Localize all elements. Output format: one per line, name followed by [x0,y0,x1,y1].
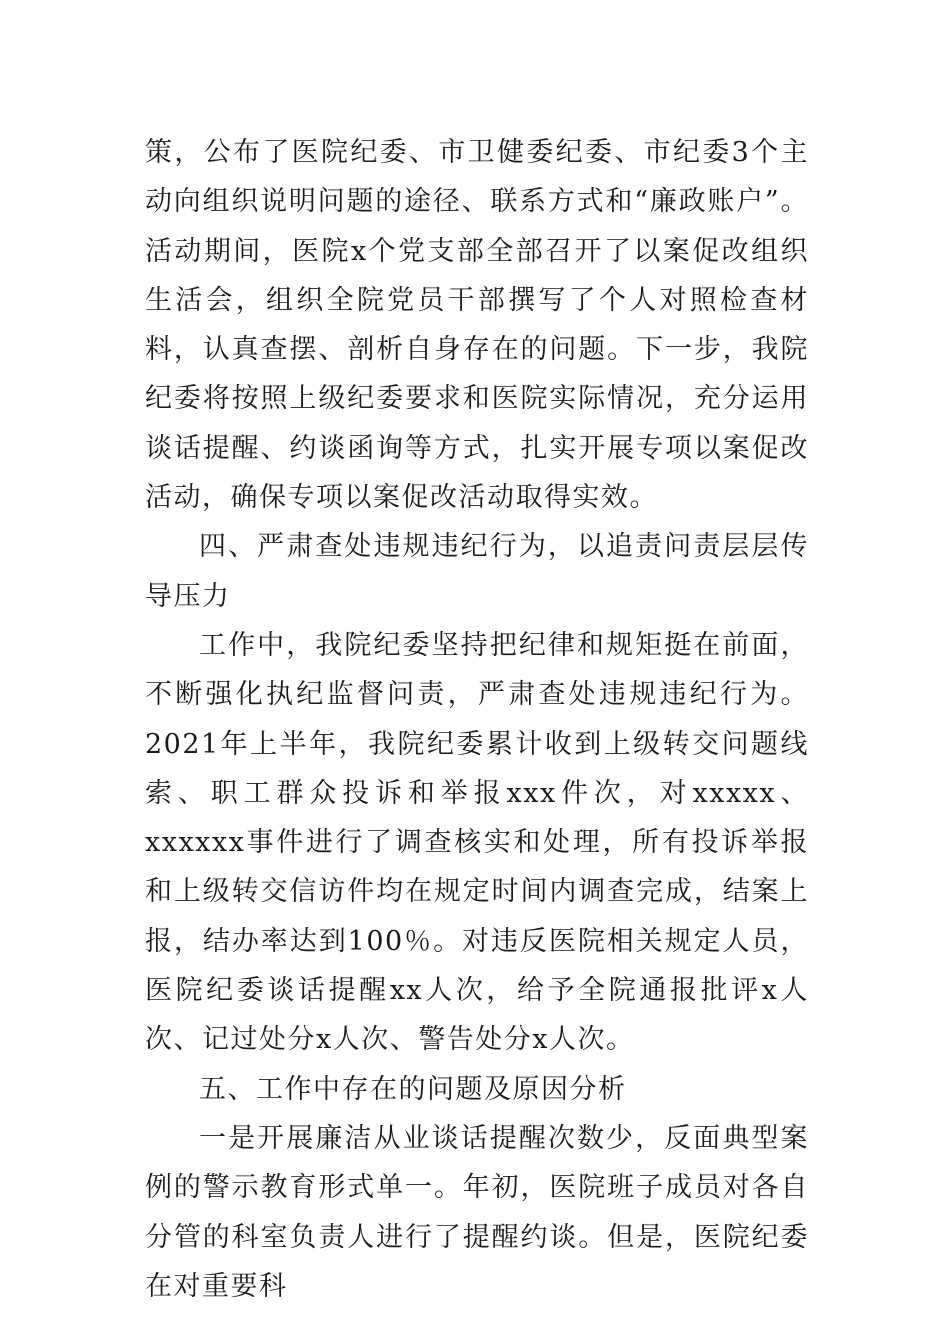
section-heading-four: 四、严肃查处违规违纪行为，以追责问责层层传导压力 [145,531,809,612]
section-heading-five: 五、工作中存在的问题及原因分析 [199,1073,627,1105]
body-paragraph: 一是开展廉洁从业谈话提醒次数少，反面典型案例的警示教育形式单一。年初，医院班子成员对各自分管的科室负责人进行了提醒约谈。但是，医院纪委在对重要科 [145,1122,809,1302]
document-body [145,128,809,1311]
body-paragraph-continued: 策，公布了医院纪委、市卫健委纪委、市纪委3个主动向组织说明问题的途径、联系方式和“廉政账户”。活动期间，医院x个党支部全部召开了以案促改组织生活会，组织全院党员干部撰写了个人对照检查材料，认真查摆、剖析自身存在的问题。下一步，我院纪委将按照上级纪委要求和医院实际情况，充分运用谈话提醒、约谈函询等方式，扎实开展专项以案促改活动，确保专项以案促改活动取得实效。 [145,137,809,514]
body-paragraph: 工作中，我院纪委坚持把纪律和规矩挺在前面，不断强化执纪监督问责，严肃查处违规违纪行为。2021年上半年，我院纪委累计收到上级转交问题线索、职工群众投诉和举报xxx件次，对xxxxx、xxxxxx事件进行了调查核实和处理，所有投诉举报和上级转交信访件均在规定时间内调查完成，结案上报，结办率达到100％。对违反医院相关规定人员，医院纪委谈话提醒xx人次，给予全院通报批评x人次、记过处分x人次、警告处分x人次。 [145,629,809,1056]
